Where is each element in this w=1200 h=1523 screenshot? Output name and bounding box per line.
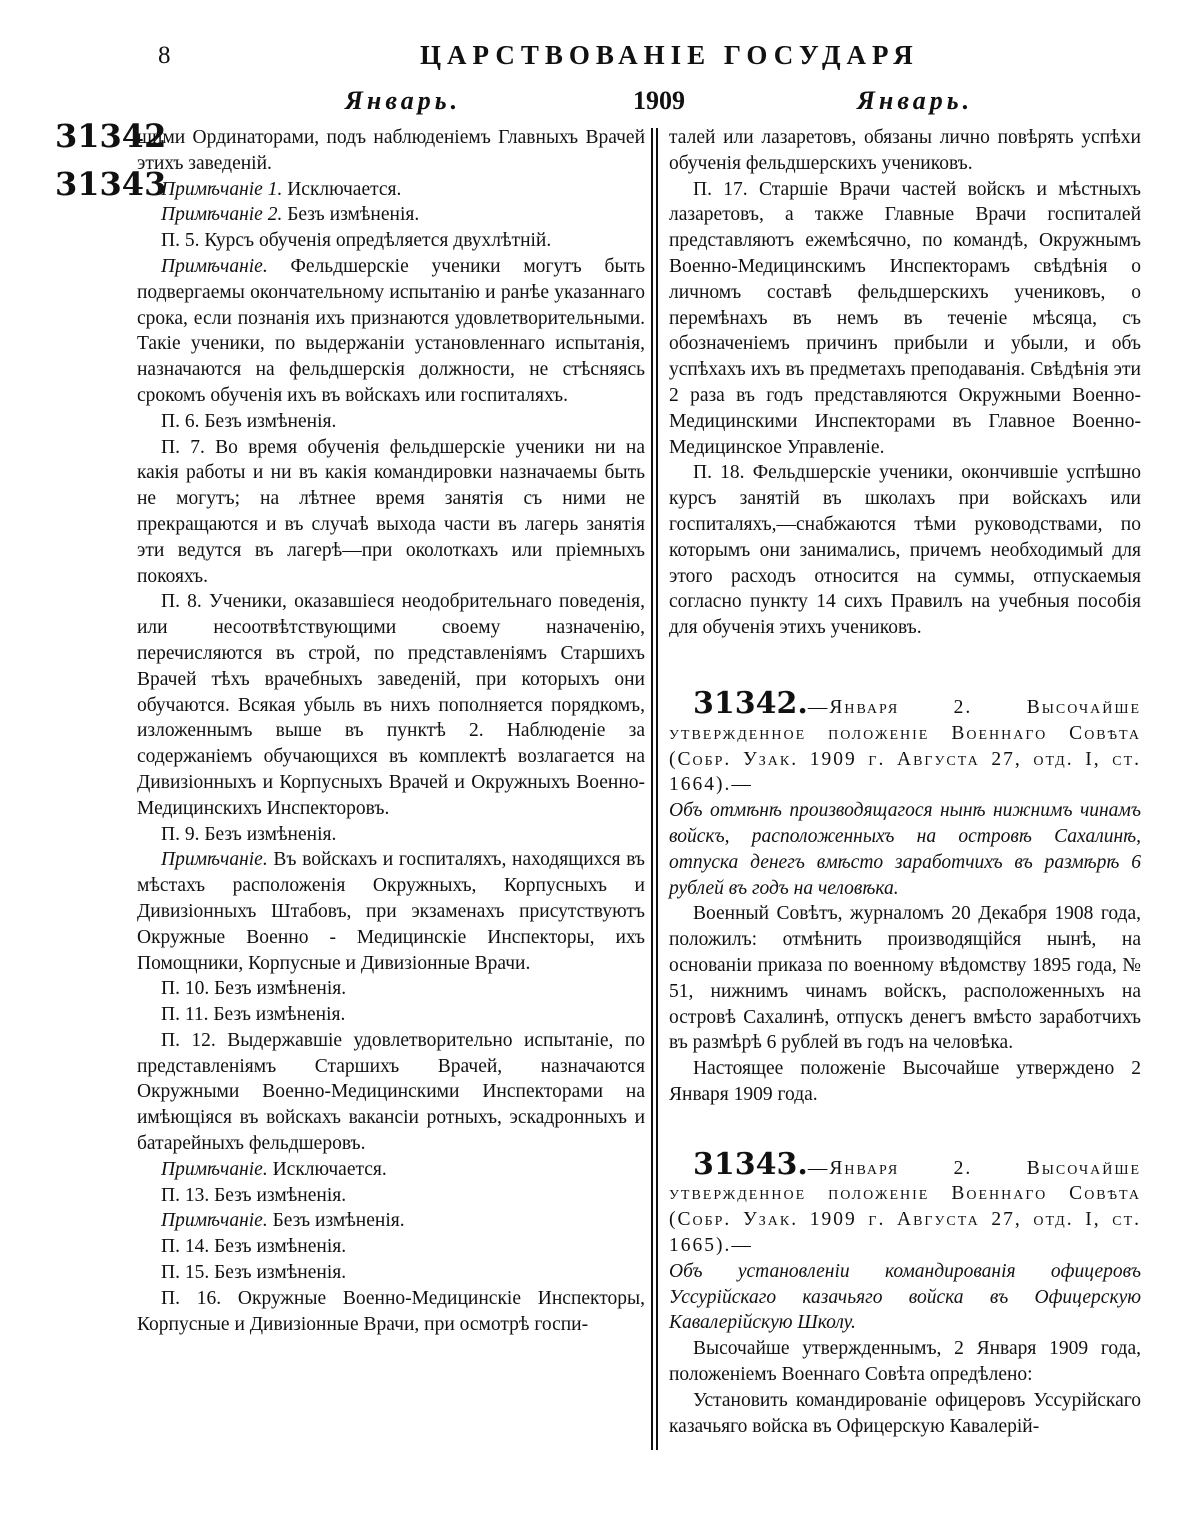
margin-number-31343: 31343: [55, 165, 167, 203]
paragraph-5: П. 5. Курсъ обученія опредѣляется двухлѣтній.: [161, 230, 552, 252]
paragraph-15: П. 15. Безъ измѣненія.: [161, 1262, 347, 1284]
page-number: 8: [158, 42, 171, 69]
entry-body: Установить командированіе офицеровъ Уссурійскаго казачьяго войска въ Офицерскую Кавалерій-: [669, 1389, 1141, 1437]
entry-body: Настоящее положеніе Высочайше утверждено 2 Января 1909 года.: [669, 1058, 1141, 1105]
note-text: Въ войскахъ и госпиталяхъ, находящихся въ мѣстахъ расположенія Окружныхъ, Корпусныхъ и Дивизіонныхъ Штабовъ, при экзаменахъ присутствуютъ Окружные Военно - Медицинскіе Инспекторы, ихъ Помощники, Корпусные и Дивизіонные Врачи.: [137, 849, 645, 974]
running-title: ЦАРСТВОВАНІЕ ГОСУДАРЯ: [420, 40, 919, 70]
paragraph-13: П. 13. Безъ измѣненія.: [161, 1184, 347, 1206]
note-text: Исключается.: [267, 1158, 387, 1180]
note-p13: [137, 1208, 645, 1234]
column-divider: [651, 128, 653, 1450]
paragraph-12: П. 12. Выдержавшіе удовлетворительно испытаніе, по представленіямъ Старшихъ Врачей, назначаются Окружными Военно-Медицинскими Инспекторами на имѣющіяся въ войскахъ вакансіи ротныхъ, эскадронныхъ и батарейныхъ фельдшеровъ.: [137, 1029, 645, 1155]
paragraph-18: П. 18. Фельдшерскіе ученики, окончившіе успѣшно курсъ занятій въ школахъ при войскахъ или госпиталяхъ,—снабжаются тѣми руководствами, по которымъ они занимались, причемъ необходимый для этого расходъ относится на суммы, отпускаемыя согласно пункту 14 сихъ Правилъ на учебныя пособія для обученія этихъ учениковъ.: [669, 462, 1141, 639]
paragraph-8: П. 8. Ученики, оказавшіеся неодобрительнаго поведенія, или несоотвѣтствующими своему назначенію, перечисляются въ строй, по представленіямъ Старшихъ Врачей тѣхъ врачебныхъ заведеній, при которыхъ они обучаются. Всякая убыль въ нихъ пополняется порядкомъ, изложеннымъ выше въ пунктѣ 2. Наблюденіе за содержаніемъ обучающихся въ комплектѣ возлагается на Дивизіонныхъ и Корпусныхъ Врачей и Окружныхъ Военно-Медицинскихъ Инспекторовъ.: [137, 591, 645, 819]
column-divider-inner: [656, 128, 658, 1450]
entry-heading: [669, 1146, 1141, 1259]
continuation-text: шими Ординаторами, подъ наблюденіемъ Главныхъ Врачей этихъ заведеній.: [137, 127, 645, 174]
entry-number: 31343.: [693, 1146, 808, 1182]
note-label: Примѣчаніе.: [161, 849, 268, 871]
entry-title: Объ установленіи командированія офицеровъ Уссурійскаго казачьяго войска въ Офицерскую Кавалерійскую Школу.: [669, 1260, 1141, 1334]
continuation-text: талей или лазаретовъ, обязаны лично повѣрять успѣхи обученія фельдшерскихъ учениковъ.: [669, 127, 1141, 174]
entry-heading: [669, 685, 1141, 798]
right-column: [669, 125, 1141, 1439]
paragraph-9: П. 9. Безъ измѣненія.: [161, 823, 337, 845]
entry-31343: [669, 1146, 1141, 1440]
paragraph-17: П. 17. Старшіе Врачи частей войскъ и мѣстныхъ лазаретовъ, а также Главные Врачи госпиталей представляютъ ежемѣсячно, по командѣ, Окружнымъ Военно-Медицинскимъ Инспекторамъ свѣдѣнія о личномъ составѣ фельдшерскихъ учениковъ, о перемѣнахъ въ немъ въ теченіе мѣсяца, съ обозначеніемъ причинъ прибыли и убыли, и объ успѣхахъ ихъ въ предметахъ преподаванія. Свѣдѣнія эти 2 раза въ годъ представляются Окружными Военно-Медицинскими Инспекторами въ Главное Военно-Медицинское Управленіе.: [669, 178, 1141, 458]
note-label: Примѣчаніе.: [161, 255, 268, 277]
entry-heading-text: —Января 2. Высочайше утвержденное положеніе Военнаго Совѣта (Собр. Узак. 1909 г. Августа 27, отд. I, ст. 1665).—: [669, 1157, 1141, 1257]
year: 1909: [633, 86, 685, 115]
month-left: Январь.: [345, 86, 462, 115]
entry-heading-text: —Января 2. Высочайше утвержденное положеніе Военнаго Совѣта (Собр. Узак. 1909 г. Августа 27, отд. I, ст. 1664).—: [669, 696, 1141, 796]
note-text: Безъ измѣненія.: [282, 204, 420, 226]
note-text: Безъ измѣненія.: [267, 1210, 405, 1232]
paragraph-10: П. 10. Безъ измѣненія.: [161, 978, 347, 1000]
entry-body: Высочайше утвержденнымъ, 2 Января 1909 года, положеніемъ Военнаго Совѣта опредѣлено:: [669, 1338, 1141, 1386]
note-p12: [137, 1157, 645, 1183]
paragraph-16: П. 16. Окружные Военно-Медицинскіе Инспекторы, Корпусные и Дивизіонные Врачи, при осмотрѣ госпи-: [137, 1287, 645, 1335]
month-right: Январь.: [857, 86, 974, 115]
note-label: Примѣчаніе.: [161, 1158, 268, 1180]
left-column: [137, 125, 645, 1337]
paragraph-11: П. 11. Безъ измѣненія.: [161, 1004, 346, 1026]
note-label: Примѣчаніе 2.: [161, 204, 283, 226]
entry-31342: [669, 685, 1141, 1108]
note-text: Исключается.: [282, 178, 402, 200]
entry-title: Объ отмѣнѣ производящагося нынѣ нижнимъ чинамъ войскъ, расположенныхъ на островѣ Сахалинѣ, отпуска денегъ вмѣсто заработчихъ въ размѣрѣ 6 рублей въ годъ на человѣка.: [669, 800, 1141, 899]
note-2: [137, 202, 645, 228]
margin-number-31342: 31342: [55, 117, 167, 155]
note-label: Примѣчаніе 1.: [161, 178, 283, 200]
entry-body: Военный Совѣтъ, журналомъ 20 Декабря 1908 года, положилъ: отмѣнить производящійся нынѣ, на основаніи приказа по военному вѣдомству 1895 года, № 51, нижнимъ чинамъ войскъ, расположенныхъ на островѣ Сахалинѣ, отпускъ денегъ вмѣсто заработчихъ въ размѣрѣ 6 рублей въ годъ на человѣка.: [669, 903, 1141, 1054]
note-label: Примѣчаніе.: [161, 1210, 268, 1232]
note-p9: [137, 847, 645, 976]
paragraph-7: П. 7. Во время обученія фельдшерскіе ученики ни на какія работы и ни въ какія командировки назначаемы быть не могутъ; на лѣтнее время занятія съ ними не прекращаются и въ случаѣ выхода части въ лагерь занятія эти ведутся въ лагерѣ—при околоткахъ или пріемныхъ покояхъ.: [137, 436, 645, 587]
entry-number: 31342.: [693, 685, 808, 721]
paragraph-6: П. 6. Безъ измѣненія.: [161, 410, 337, 432]
note-p5: [137, 254, 645, 409]
note-1: [137, 177, 645, 203]
paragraph-14: П. 14. Безъ измѣненія.: [161, 1236, 347, 1258]
note-text: Фельдшерскіе ученики могутъ быть подвергаемы окончательному испытанію и ранѣе указаннаго срока, если познанія ихъ признаются удовлетворительными. Такіе ученики, по выдержаніи установленнаго испытанія, назначаются на фельдшерскія должности, не стѣсняясь срокомъ обученія ихъ въ войскахъ или госпиталяхъ.: [137, 255, 645, 406]
